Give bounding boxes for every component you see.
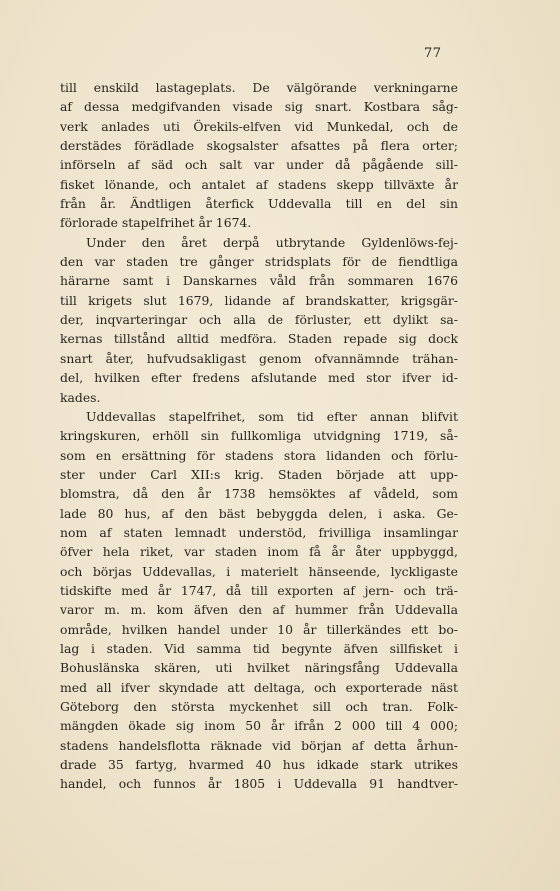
- text-line: drade 35 fartyg, hvarmed 40 hus idkade stark utrikes: [60, 757, 458, 773]
- text-line: från år. Ändtligen återfick Uddevalla till en del sin: [60, 196, 458, 212]
- text-line: derstädes förädlade skogsalster afsattes på flera orter;: [60, 138, 458, 154]
- text-line: varor m. m. kom äfven den af hummer från Uddevalla: [60, 602, 458, 618]
- text-line: handel, och funnos år 1805 i Uddevalla 91 handtver-: [60, 776, 458, 792]
- text-line: snart åter, hufvudsakligast genom ofvannämnde trähan-: [60, 350, 458, 366]
- text-line: blomstra, då den år 1738 hemsöktes af vådeld, som: [60, 486, 458, 502]
- text-line: nom af staten lemnadt understöd, frivilliga insamlingar: [60, 524, 458, 540]
- text-line: kades.: [60, 389, 101, 405]
- text-line: förlorade stapelfrihet år 1674.: [60, 215, 252, 231]
- text-line: af dessa medgifvanden visade sig snart. Kostbara såg-: [60, 99, 458, 115]
- text-line: Uddevallas stapelfrihet, som tid efter annan blifvit: [86, 408, 458, 424]
- text-line: till krigets slut 1679, lidande af brandskatter, krigsgär-: [60, 292, 458, 308]
- text-line: kringskuren, erhöll sin fullkomliga utvidgning 1719, så-: [60, 428, 458, 444]
- text-line: del, hvilken efter fredens afslutande med stor ifver id-: [60, 370, 458, 386]
- text-line: den var staden tre gånger stridsplats för de fiendtliga: [60, 254, 458, 270]
- text-line: till enskild lastageplats. De välgörande verkningarne: [60, 80, 458, 95]
- text-line: lag i staden. Vid samma tid begynte äfven sillfisket i: [60, 640, 458, 656]
- text-line: öfver hela riket, var staden inom få år åter uppbyggd,: [60, 544, 458, 560]
- text-line: fisket lönande, och antalet af stadens skepp tillväxte år: [60, 176, 458, 192]
- text-line: mängden ökade sig inom 50 år ifrån 2 000 till 4 000;: [60, 718, 458, 734]
- text-line: tidskifte med år 1747, då till exporten af jern- och trä-: [60, 582, 458, 598]
- text-line: härarne samt i Danskarnes våld från sommaren 1676: [60, 273, 458, 289]
- text-line: Bohuslänska skären, uti hvilket näringsfång Uddevalla: [60, 660, 458, 676]
- text-line: som en ersättning för stadens stora lidanden och förlu-: [60, 447, 458, 463]
- text-line: der, inqvarteringar och alla de förluster, ett dylikt sa-: [60, 312, 458, 328]
- page-number: 77: [424, 46, 442, 61]
- text-line: införseln af säd och salt var under då pågående sill-: [60, 157, 458, 173]
- text-line: ster under Carl XII:s krig. Staden började att upp-: [60, 466, 458, 482]
- text-line: kernas tillstånd alltid medföra. Staden repade sig dock: [60, 331, 458, 347]
- text-line: område, hvilken handel under 10 år tillerkändes ett bo-: [60, 621, 458, 637]
- text-line: stadens handelsflotta räknade vid början af detta århun-: [60, 737, 458, 753]
- text-line: Göteborg den största myckenhet sill och tran. Folk-: [60, 699, 458, 714]
- text-line: lade 80 hus, af den bäst bebyggda delen, i aska. Ge-: [60, 505, 458, 521]
- body-text: [60, 78, 458, 794]
- text-line: Under den året derpå utbrytande Gyldenlöws-fej-: [86, 234, 458, 250]
- text-line: verk anlades uti Örekils-elfven vid Munkedal, och de: [60, 118, 458, 134]
- text-line: och börjas Uddevallas, i materielt hänseende, lyckligaste: [60, 563, 458, 579]
- text-line: med all ifver skyndade att deltaga, och exporterade näst: [60, 679, 458, 695]
